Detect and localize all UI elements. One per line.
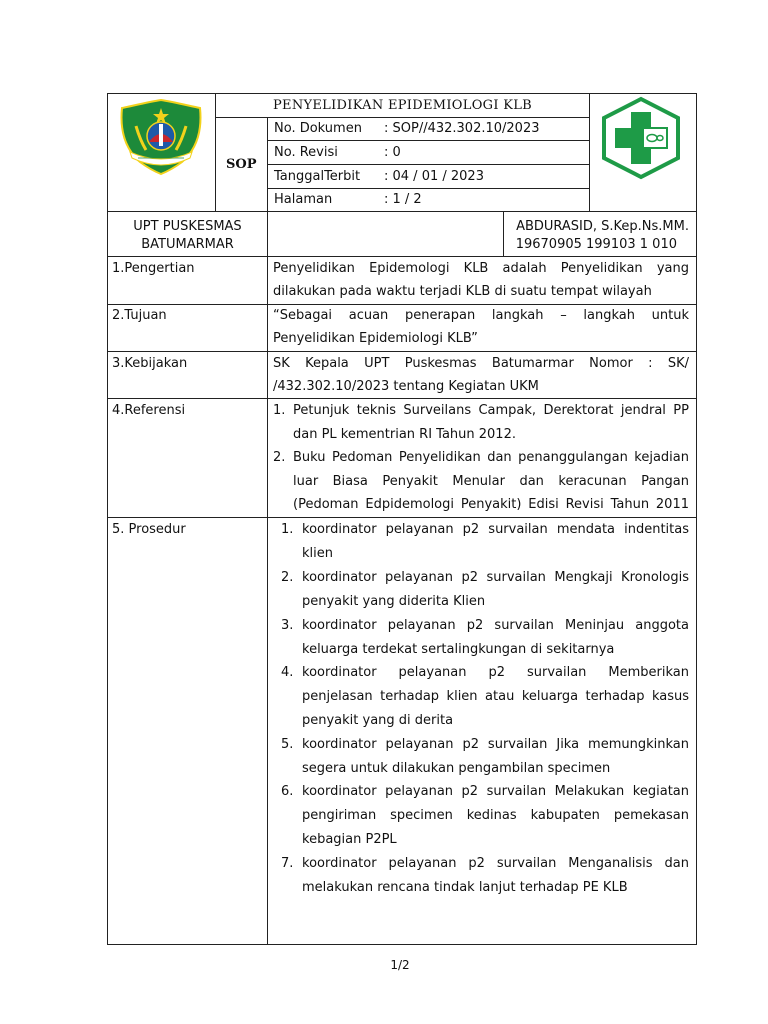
header-bottom (107, 211, 697, 212)
section-line-1 (107, 256, 697, 257)
pengertian-line: dilakukan pada waktu terjadi KLB di suatu tempat wilayah (273, 284, 652, 299)
prosedur-line: melakukan rencana tindak lanjut terhadap PE KLB (302, 880, 628, 895)
issue-date-value: : 04 / 01 / 2023 (384, 169, 484, 184)
referensi-number: 1. (273, 403, 286, 418)
prosedur-line: penyakit yang di derita (302, 713, 454, 728)
referensi-line: Buku Pedoman Penyelidikan dan penanggulangan kejadian (293, 450, 689, 465)
section-label-kebijakan: 3.Kebijakan (112, 356, 188, 371)
pamekasan-regency-emblem-icon (116, 96, 206, 176)
organization-line-2: BATUMARMAR (141, 237, 234, 252)
signer-divider (503, 211, 504, 256)
section-line-2 (107, 304, 697, 305)
tujuan-line: Penyelidikan Epidemiologi KLB” (273, 331, 478, 346)
prosedur-number: 2. (281, 570, 294, 585)
page-label: Halaman (274, 192, 333, 207)
organization-line-1: UPT PUSKESMAS (133, 219, 242, 234)
prosedur-line: koordinator pelayanan p2 survailan Menganalisis dan (302, 856, 689, 871)
tujuan-line: “Sebagai acuan penerapan langkah – langkah untuk (273, 308, 689, 323)
row-line-2 (267, 164, 590, 165)
row-line-3 (267, 188, 590, 189)
section-label-referensi: 4.Referensi (112, 403, 186, 418)
kebijakan-line: SK Kepala UPT Puskesmas Batumarmar Nomor : SK/ (273, 356, 689, 371)
prosedur-line: koordinator pelayanan p2 survailan Mengkaji Kronologis (302, 570, 689, 585)
page-number: 1/2 (390, 958, 410, 972)
prosedur-number: 6. (281, 784, 294, 799)
referensi-line: (Pedoman Edpidemologi Penyakit) Edisi Revisi Tahun 2011 (293, 497, 689, 512)
title-underline (215, 117, 590, 118)
prosedur-line: koordinator pelayanan p2 survailan mendata indentitas (302, 522, 689, 537)
prosedur-line: koordinator pelayanan p2 survailan Meninjau anggota (302, 618, 689, 633)
column-divider (267, 117, 268, 945)
referensi-line: Petunjuk teknis Surveilans Campak, Derektorat jendral PP (293, 403, 689, 418)
section-label-prosedur: 5. Prosedur (112, 522, 186, 537)
prosedur-line: pengiriman specimen kedinas kabupaten pemekasan (302, 808, 689, 823)
prosedur-line: penjelasan terhadap klien atau keluarga terhadap kasus (302, 689, 689, 704)
puskesmas-logo-icon (598, 96, 684, 180)
page-value: : 1 / 2 (384, 192, 422, 207)
kebijakan-line: /432.302.10/2023 tentang Kegiatan UKM (273, 379, 539, 394)
border-bottom (107, 944, 697, 945)
prosedur-line: klien (302, 546, 333, 561)
pengertian-line: Penyelidikan Epidemologi KLB adalah Penyelidikan yang (273, 261, 689, 276)
prosedur-number: 4. (281, 665, 294, 680)
prosedur-number: 7. (281, 856, 294, 871)
prosedur-line: koordinator pelayanan p2 survailan Melakukan kegiatan (302, 784, 689, 799)
border-top (107, 93, 697, 94)
doc-number-label: No. Dokumen (274, 121, 362, 136)
revision-value: : 0 (384, 145, 401, 160)
prosedur-line: penyakit yang diderita Klien (302, 594, 486, 609)
referensi-line: luar Biasa Penyakit Menular dan keracunan Pangan (293, 474, 689, 489)
sop-label: SOP (226, 157, 257, 172)
section-label-tujuan: 2.Tujuan (112, 308, 167, 323)
section-label-pengertian: 1.Pengertian (112, 261, 195, 276)
header-divider-2 (589, 93, 590, 211)
signer-name: ABDURASID, S.Kep.Ns.MM. (516, 219, 689, 234)
doc-number-value: : SOP//432.302.10/2023 (384, 121, 540, 136)
section-line-4 (107, 398, 697, 399)
section-line-3 (107, 351, 697, 352)
referensi-line: dan PL kementrian RI Tahun 2012. (293, 427, 516, 442)
prosedur-line: koordinator pelayanan p2 survailan Memberikan (302, 665, 689, 680)
prosedur-line: kebagian P2PL (302, 832, 397, 847)
revision-label: No. Revisi (274, 145, 338, 160)
prosedur-line: keluarga terdekat sertalingkungan di sekitarnya (302, 642, 615, 657)
signer-nip: 19670905 199103 1 010 (515, 237, 677, 252)
prosedur-line: segera untuk dilakukan pengambilan specimen (302, 761, 611, 776)
prosedur-line: koordinator pelayanan p2 survailan Jika memungkinkan (302, 737, 689, 752)
section-line-5 (107, 517, 697, 518)
issue-date-label: TanggalTerbit (274, 169, 361, 184)
prosedur-number: 3. (281, 618, 294, 633)
border-right (696, 93, 697, 945)
row-line-1 (267, 140, 590, 141)
prosedur-number: 1. (281, 522, 294, 537)
referensi-number: 2. (273, 450, 286, 465)
prosedur-number: 5. (281, 737, 294, 752)
document-title: PENYELIDIKAN EPIDEMIOLOGI KLB (272, 98, 533, 113)
